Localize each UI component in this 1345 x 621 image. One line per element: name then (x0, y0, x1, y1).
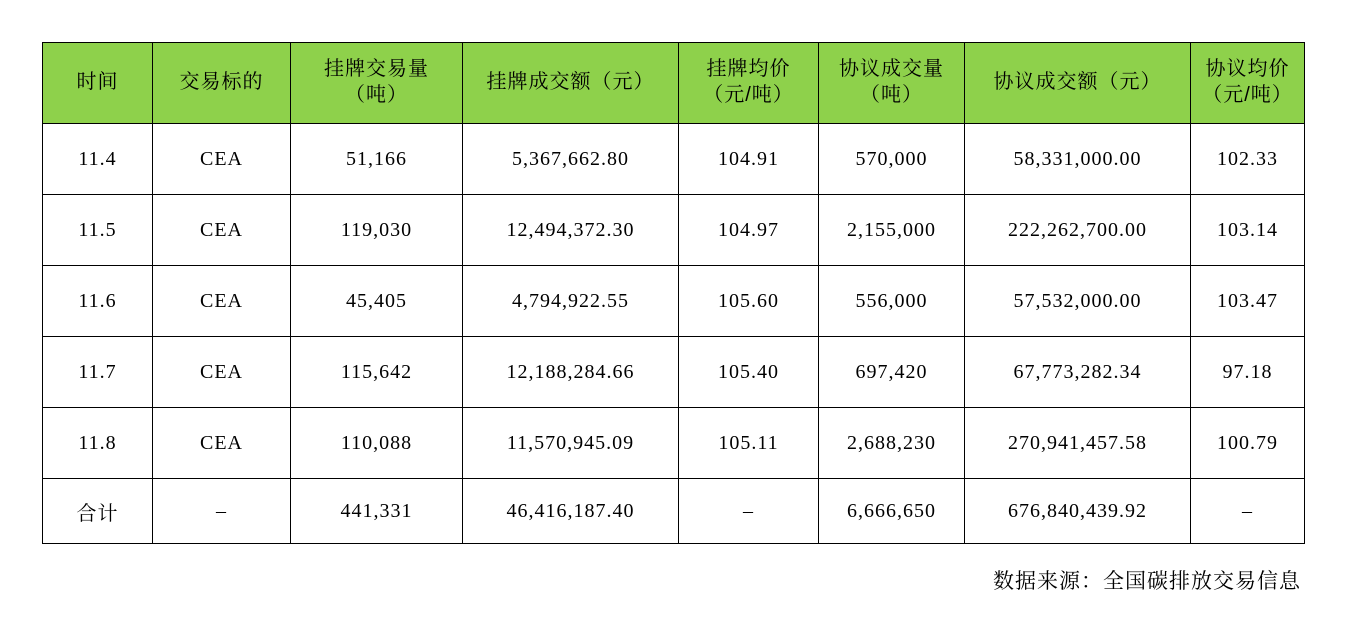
cell-listed-avg-price: 105.40 (679, 337, 819, 408)
column-header-instrument: 交易标的 (153, 43, 291, 124)
cell-listed-volume: 51,166 (291, 124, 463, 195)
table-row (43, 124, 1305, 195)
cell-total-listed-volume: 441,331 (291, 479, 463, 544)
cell-time: 11.5 (43, 195, 153, 266)
carbon-trading-table (42, 42, 1305, 544)
table-row (43, 408, 1305, 479)
cell-total-listed-avg-price: – (679, 479, 819, 544)
column-header-time: 时间 (43, 43, 153, 124)
cell-negotiated-turnover: 57,532,000.00 (965, 266, 1191, 337)
cell-negotiated-avg-price: 100.79 (1191, 408, 1305, 479)
cell-instrument: CEA (153, 124, 291, 195)
cell-listed-volume: 119,030 (291, 195, 463, 266)
cell-negotiated-avg-price: 102.33 (1191, 124, 1305, 195)
cell-listed-turnover: 11,570,945.09 (463, 408, 679, 479)
table-header (43, 43, 1305, 124)
cell-total-instrument: – (153, 479, 291, 544)
column-header-listed-turnover: 挂牌成交额（元） (463, 43, 679, 124)
cell-negotiated-volume: 2,688,230 (819, 408, 965, 479)
cell-total-label: 合计 (43, 479, 153, 544)
cell-listed-turnover: 12,188,284.66 (463, 337, 679, 408)
cell-listed-volume: 110,088 (291, 408, 463, 479)
cell-negotiated-turnover: 270,941,457.58 (965, 408, 1191, 479)
table-row (43, 337, 1305, 408)
cell-listed-volume: 115,642 (291, 337, 463, 408)
column-header-negotiated-volume: 协议成交量 （吨） (819, 43, 965, 124)
cell-negotiated-avg-price: 97.18 (1191, 337, 1305, 408)
table-body (43, 124, 1305, 544)
cell-time: 11.4 (43, 124, 153, 195)
cell-negotiated-avg-price: 103.47 (1191, 266, 1305, 337)
cell-negotiated-volume: 556,000 (819, 266, 965, 337)
cell-negotiated-turnover: 58,331,000.00 (965, 124, 1191, 195)
column-header-negotiated-turnover: 协议成交额（元） (965, 43, 1191, 124)
source-note: 数据来源：全国碳排放交易信息 (993, 570, 1301, 593)
column-header-listed-avg-price: 挂牌均价 （元/吨） (679, 43, 819, 124)
cell-negotiated-volume: 697,420 (819, 337, 965, 408)
cell-total-negotiated-avg-price: – (1191, 479, 1305, 544)
cell-total-negotiated-turnover: 676,840,439.92 (965, 479, 1191, 544)
table-header-row (43, 43, 1305, 124)
cell-negotiated-turnover: 222,262,700.00 (965, 195, 1191, 266)
column-header-listed-volume: 挂牌交易量 （吨） (291, 43, 463, 124)
cell-instrument: CEA (153, 266, 291, 337)
cell-listed-avg-price: 105.60 (679, 266, 819, 337)
table-total-row (43, 479, 1305, 544)
cell-negotiated-volume: 2,155,000 (819, 195, 965, 266)
cell-listed-volume: 45,405 (291, 266, 463, 337)
table-row (43, 266, 1305, 337)
table-row (43, 195, 1305, 266)
cell-listed-turnover: 12,494,372.30 (463, 195, 679, 266)
cell-total-negotiated-volume: 6,666,650 (819, 479, 965, 544)
cell-negotiated-turnover: 67,773,282.34 (965, 337, 1191, 408)
cell-listed-avg-price: 104.91 (679, 124, 819, 195)
cell-listed-avg-price: 105.11 (679, 408, 819, 479)
cell-negotiated-volume: 570,000 (819, 124, 965, 195)
cell-listed-turnover: 5,367,662.80 (463, 124, 679, 195)
cell-listed-turnover: 4,794,922.55 (463, 266, 679, 337)
cell-negotiated-avg-price: 103.14 (1191, 195, 1305, 266)
cell-listed-avg-price: 104.97 (679, 195, 819, 266)
cell-time: 11.6 (43, 266, 153, 337)
cell-time: 11.8 (43, 408, 153, 479)
cell-instrument: CEA (153, 195, 291, 266)
column-header-negotiated-avg-price: 协议均价 （元/吨） (1191, 43, 1305, 124)
cell-instrument: CEA (153, 337, 291, 408)
cell-total-listed-turnover: 46,416,187.40 (463, 479, 679, 544)
cell-instrument: CEA (153, 408, 291, 479)
cell-time: 11.7 (43, 337, 153, 408)
